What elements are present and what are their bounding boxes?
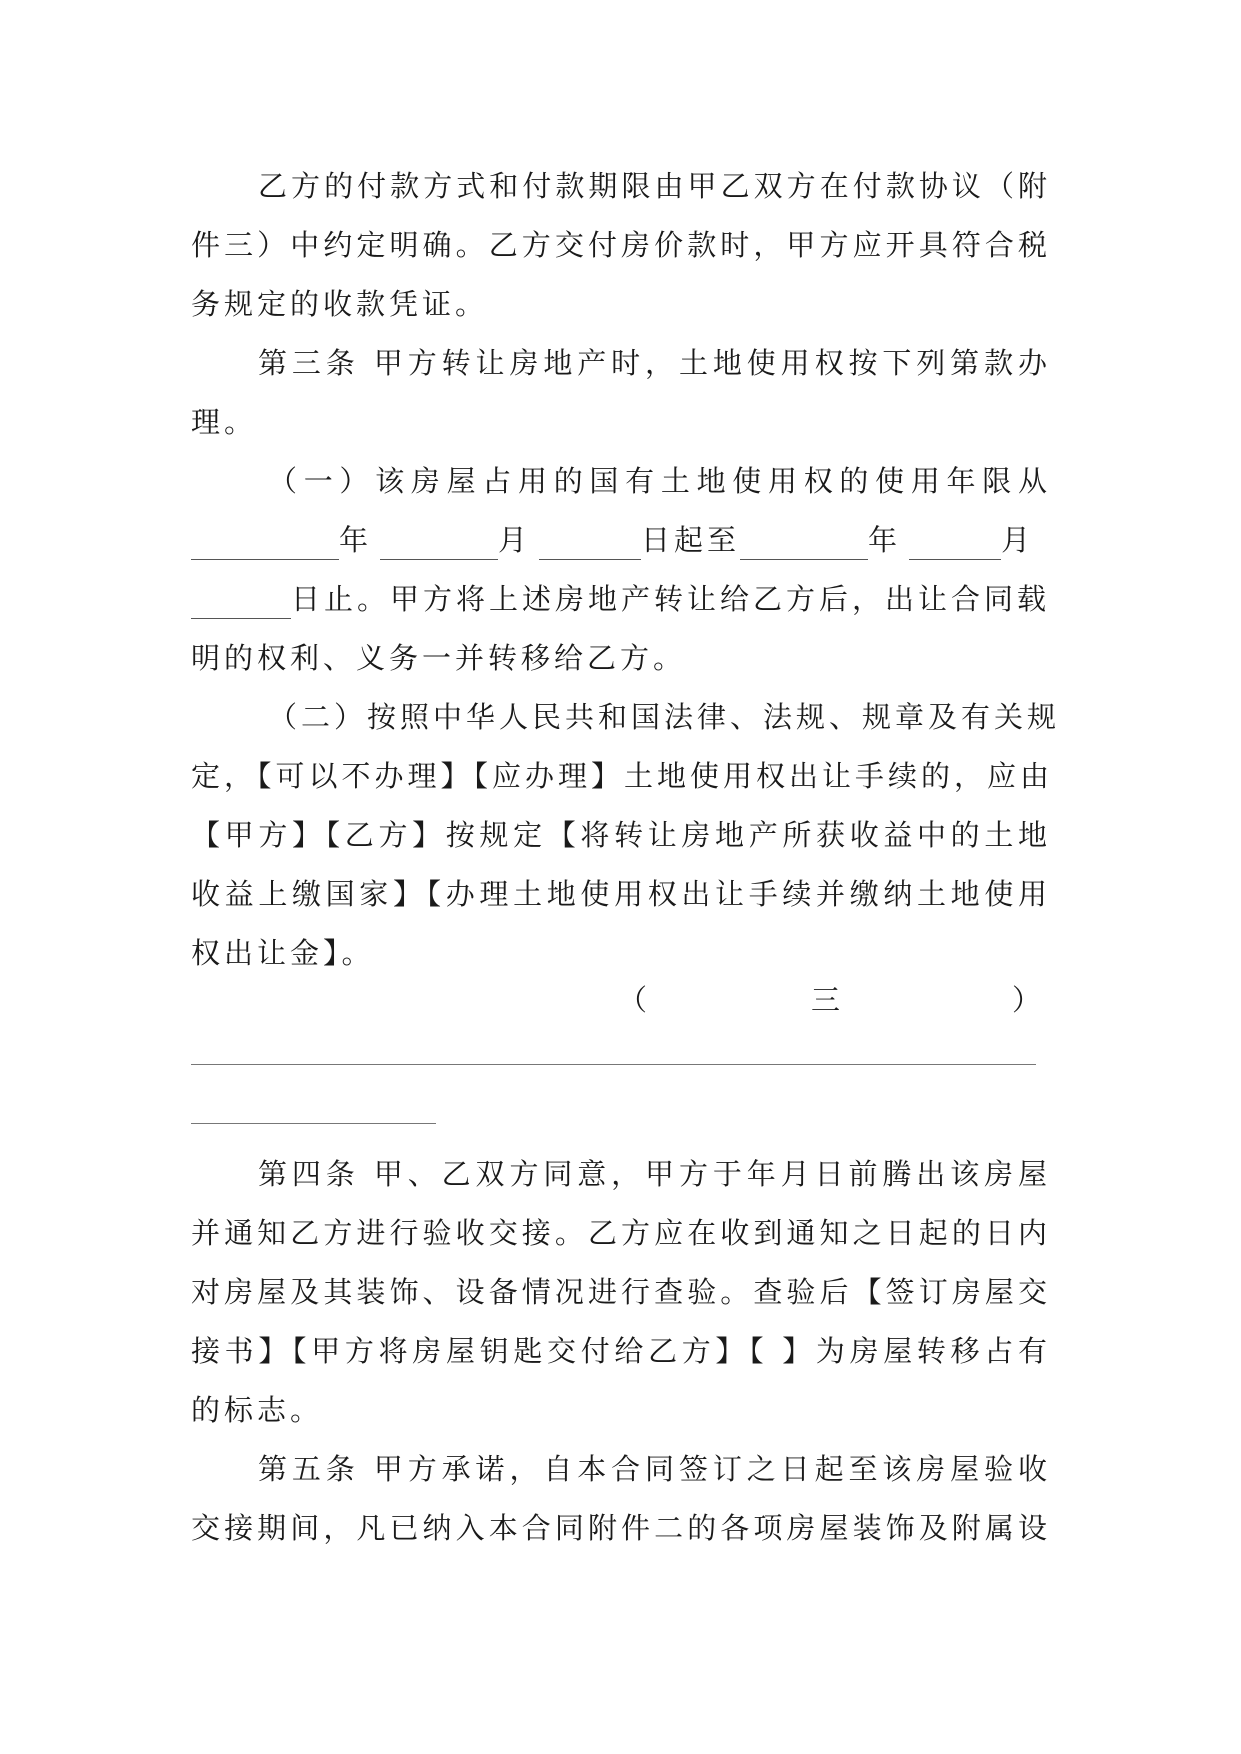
- blank-end-year[interactable]: [740, 529, 868, 560]
- article-5-line-2: 交接期间，凡已纳入本合同附件二的各项房屋装饰及附属设: [191, 1511, 1051, 1545]
- blank-end-month[interactable]: [909, 529, 1001, 560]
- label-month-1: 月: [498, 523, 532, 557]
- item-2-line-3: 【甲方】【乙方】按规定【将转让房地产所获收益中的土地: [191, 818, 1051, 852]
- item-1-line-4: 明的权利、义务一并转移给乙方。: [191, 641, 687, 675]
- blank-start-year[interactable]: [191, 529, 339, 560]
- article-4-line-4: 接书】【甲方将房屋钥匙交付给乙方】【 】为房屋转移占有: [191, 1334, 1051, 1368]
- item-2-line-4: 收益上缴国家】【办理土地使用权出让手续并缴纳土地使用: [191, 877, 1051, 911]
- article-3-line-2: 理。: [191, 405, 258, 439]
- label-month-2: 月: [1001, 523, 1035, 557]
- item-1-line-1: （一）该房屋占用的国有土地使用权的使用年限从: [268, 464, 1051, 498]
- label-year-2: 年: [868, 523, 902, 557]
- blank-start-day[interactable]: [539, 529, 641, 560]
- article-4-line-2: 并通知乙方进行验收交接。乙方应在收到通知之日起的日内: [191, 1216, 1051, 1250]
- item-2-line-2: 定，【可以不办理】【应办理】土地使用权出让手续的，应由: [191, 759, 1054, 793]
- paragraph-payment-line-3: 务规定的收款凭证。: [191, 287, 489, 321]
- label-year-1: 年: [339, 523, 373, 557]
- blank-start-month[interactable]: [380, 529, 498, 560]
- article-4-line-3: 对房屋及其装饰、设备情况进行查验。查验后【签订房屋交: [191, 1275, 1051, 1309]
- article-4-line-5: 的标志。: [191, 1393, 324, 1427]
- article-4-line-1: 第四条 甲、乙双方同意，甲方于年月日前腾出该房屋: [258, 1157, 1051, 1191]
- item-3-open-paren: （: [618, 983, 648, 1017]
- item-1-date-line: [191, 520, 1051, 560]
- item-3-number: 三: [811, 983, 841, 1017]
- paragraph-payment-line-1: 乙方的付款方式和付款期限由甲乙双方在付款协议（附: [258, 169, 1051, 203]
- item-2-line-1: （二）按照中华人民共和国法律、法规、规章及有关规: [268, 700, 1061, 734]
- blank-end-day[interactable]: [191, 588, 291, 619]
- item-3-blank-rule-1[interactable]: [191, 1064, 1036, 1065]
- item-2-line-5: 权出让金】。: [191, 936, 375, 970]
- label-day-until: 日起至: [641, 523, 741, 557]
- article-5-line-1: 第五条 甲方承诺，自本合同签订之日起至该房屋验收: [258, 1452, 1051, 1486]
- article-3-line-1: 第三条 甲方转让房地产时，土地使用权按下列第款办: [258, 346, 1051, 380]
- item-1-line-3: [191, 579, 1051, 619]
- item-3-close-paren: ）: [1012, 983, 1042, 1017]
- item-1-line-3-text: 日止。甲方将上述房地产转让给乙方后，出让合同载: [291, 582, 1051, 616]
- item-3-blank-rule-2[interactable]: [191, 1123, 436, 1124]
- paragraph-payment-line-2: 件三）中约定明确。乙方交付房价款时，甲方应开具符合税: [191, 228, 1051, 262]
